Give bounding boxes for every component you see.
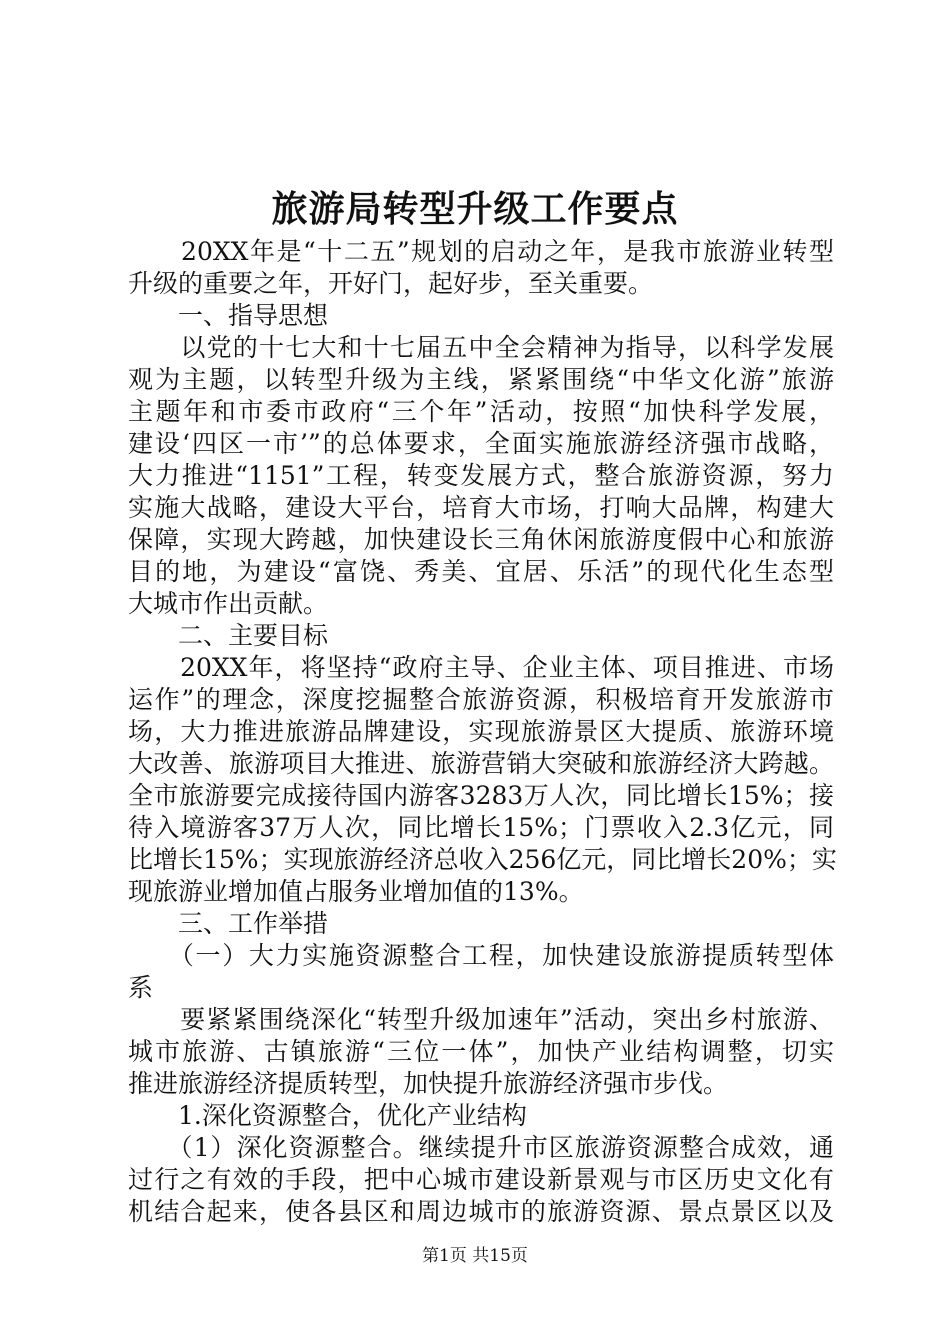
- body-line: 一、指导思想: [128, 301, 329, 330]
- body-line: 观为主题，以转型升级为主线，紧紧围绕“中华文化游”旅游: [128, 365, 834, 394]
- body-line: 比增长15%；实现旅游经济总收入256亿元，同比增长20%；实: [128, 845, 837, 874]
- body-line: 20XX年是“十二五”规划的启动之年，是我市旅游业转型: [128, 237, 834, 266]
- body-line: 过行之有效的手段，把中心城市建设新景观与市区历史文化有: [128, 1165, 834, 1194]
- body-line: 以党的十七大和十七届五中全会精神为指导，以科学发展: [128, 333, 834, 362]
- body-line: 目的地，为建设“富饶、秀美、宜居、乐活”的现代化生态型: [128, 557, 834, 586]
- document-body: [128, 236, 837, 1228]
- body-line: 系: [128, 973, 154, 1002]
- body-line: 运作”的理念，深度挖掘整合旅游资源，积极培育开发旅游市: [128, 685, 834, 714]
- body-line: 场，大力推进旅游品牌建设，实现旅游景区大提质、旅游环境: [128, 717, 834, 746]
- body-line: 大力推进“1151”工程，转变发展方式，整合旅游资源，努力: [128, 461, 834, 490]
- body-line: 实施大战略，建设大平台，培育大市场，打响大品牌，构建大: [128, 493, 834, 522]
- body-line: 二、主要目标: [128, 621, 329, 650]
- page-footer: 第1页 共15页: [422, 1246, 528, 1266]
- body-line: （1）深化资源整合。继续提升市区旅游资源整合成效，通: [128, 1133, 834, 1162]
- body-line: 机结合起来，使各县区和周边城市的旅游资源、景点景区以及: [128, 1197, 834, 1226]
- body-line: 大改善、旅游项目大推进、旅游营销大突破和旅游经济大跨越。: [128, 749, 834, 778]
- body-line: 要紧紧围绕深化“转型升级加速年”活动，突出乡村旅游、: [128, 1005, 834, 1034]
- body-line: 大城市作出贡献。: [128, 589, 329, 618]
- body-line: 待入境游客37万人次，同比增长15%；门票收入2.3亿元，同: [128, 813, 834, 842]
- body-line: 建设‘四区一市’”的总体要求，全面实施旅游经济强市战略，: [128, 429, 834, 458]
- body-line: 20XX年，将坚持“政府主导、企业主体、项目推进、市场: [128, 653, 834, 682]
- body-line: 升级的重要之年，开好门，起好步，至关重要。: [128, 269, 654, 298]
- body-line: 主题年和市委市政府“三个年”活动，按照“加快科学发展，: [128, 397, 834, 426]
- body-line: 城市旅游、古镇旅游“三位一体”，加快产业结构调整，切实: [128, 1037, 834, 1066]
- body-line: 现旅游业增加值占服务业增加值的13%。: [128, 877, 584, 906]
- body-line: 保障，实现大跨越，加快建设长三角休闲旅游度假中心和旅游: [128, 525, 834, 554]
- body-line: 全市旅游要完成接待国内游客3283万人次，同比增长15%；接: [128, 781, 834, 810]
- body-line: 三、工作举措: [128, 909, 329, 938]
- document-title: 旅游局转型升级工作要点: [271, 188, 679, 230]
- body-line: 1.深化资源整合，优化产业结构: [128, 1101, 527, 1130]
- body-line: （一）大力实施资源整合工程，加快建设旅游提质转型体: [128, 941, 834, 970]
- body-line: 推进旅游经济提质转型，加快提升旅游经济强市步伐。: [128, 1069, 729, 1098]
